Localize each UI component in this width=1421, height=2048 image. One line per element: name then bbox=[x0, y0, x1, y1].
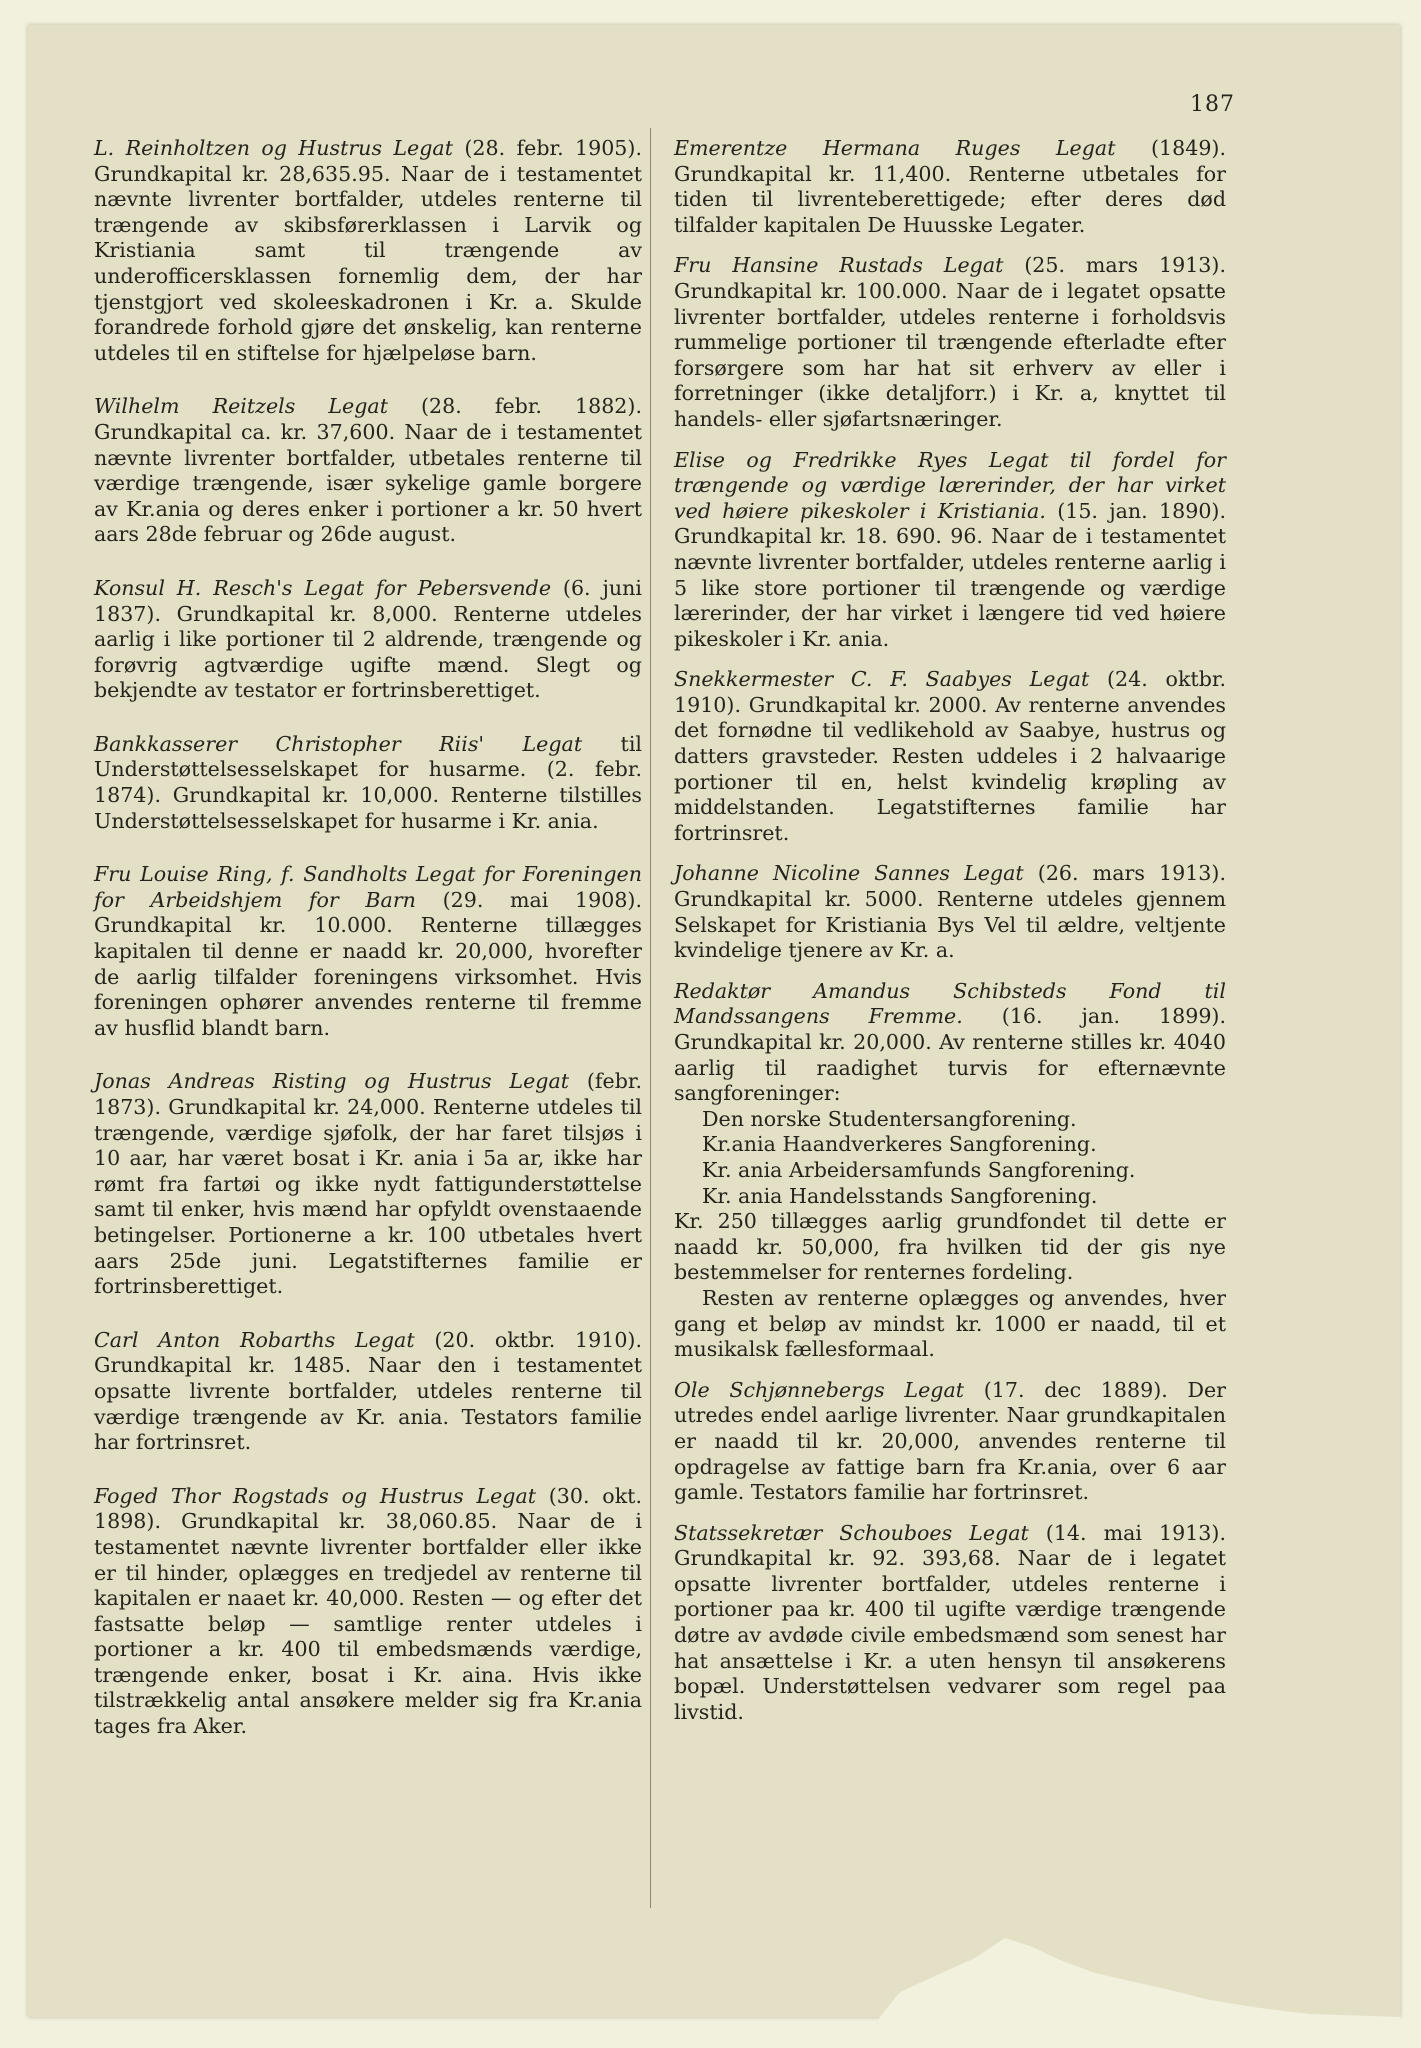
entry-text: Resten av renterne oplægges og anvendes, hver gang et beløp av mindst kr. 1000 er naadd, til et musikalsk fællesformaal. bbox=[674, 1285, 1226, 1362]
entry-text: (25. mars 1913). Grundkapital kr. 100.000. Naar de i legatet opsatte livrenter bortfalder, utdeles renterne i forholdsvis rummelige portioner til trængende efterladte efter forsørgere som har hat sit erhverv av eller i forretninger (ikke detaljforr.) i Kr. a, knyttet til handels- eller sjøfartsnæringer. bbox=[674, 253, 1226, 431]
entry-heading: Carl Anton Robarths Legat bbox=[94, 1327, 415, 1352]
left-column bbox=[94, 136, 642, 1768]
choir-list-item: Kr. ania Arbeidersamfunds Sangforening. bbox=[702, 1157, 1136, 1182]
entry-text: (febr. 1873). Grundkapital kr. 24,000. Renterne utdeles til trængende, værdige sjøfolk, der har faret tilsjøs i 10 aar, har været bosat i Kr. ania i 5a ar, ikke har rømt fra fartøi og ikke nydt fattigunderstøttelse samt til enker, hvis mænd har opfyldt ovenstaaende betingelser. Portionerne a kr. 100 utbetales hvert aars 25de juni. Legatstifternes familie er fortrinsberettiget. bbox=[94, 1069, 643, 1299]
entry-heading: Ole Schjønnebergs Legat bbox=[674, 1377, 965, 1402]
legat-entry bbox=[674, 253, 1226, 432]
entry-text: (20. oktbr. 1910). Grundkapital kr. 1485. Naar den i testamentet opsatte livrente bortfalder, utdeles renterne til værdige trængende av Kr. ania. Testators familie har fortrinsret. bbox=[94, 1327, 642, 1455]
entry-heading: Fru Louise Ring, f. Sandholts Legat for Foreningen for Arbeidshjem for Barn bbox=[94, 862, 642, 912]
legat-entry bbox=[94, 576, 642, 704]
entry-heading: L. Reinholtzen og Hustrus Legat bbox=[94, 136, 453, 160]
entry-heading: Foged Thor Rogstads og Hustrus Legat bbox=[94, 1483, 536, 1508]
entry-text: (14. mai 1913). Grundkapital kr. 92. 393,68. Naar de i legatet opsatte livrenter bortfalder, utdeles renterne i portioner paa kr. 400 til ugifte værdige trængende døtre av avdøde civile embedsmænd som senest har hat ansættelse i Kr. a uten hensyn til ansøkerens bopæl. Understøttelsen vedvarer som regel paa livstid. bbox=[674, 1520, 1226, 1724]
right-column bbox=[674, 136, 1226, 1740]
choir-list bbox=[674, 1107, 1226, 1209]
legat-entry bbox=[94, 394, 642, 548]
entry-text: (1849). Grundkapital kr. 11,400. Renterne utbetales for tiden til livrenteberettigede; efter deres død tilfalder kapitalen De Huusske Legater. bbox=[674, 136, 1227, 237]
entry-text: (16. jan. 1899). Grundkapital kr. 20,000. Av renterne stilles kr. 4040 aarlig til raadighet turvis for efternævnte sangforeninger: bbox=[674, 1004, 1226, 1106]
choir-list-item: Kr. ania Handelsstands Sangforening. bbox=[702, 1183, 1098, 1208]
legat-entry bbox=[674, 979, 1226, 1363]
entry-heading: Snekkermester C. F. Saabyes Legat bbox=[674, 667, 1090, 692]
legat-entry bbox=[94, 1484, 642, 1740]
entry-text: (28. febr. 1882). Grundkapital ca. kr. 37,600. Naar de i testamentet nævnte livrenter bortfalder, utbetales renterne til værdige trængende, især sykelige gamle borgere av Kr.ania og deres enker i portioner a kr. 50 hvert aars 28de februar og 26de august. bbox=[94, 394, 642, 547]
entry-text: (26. mars 1913). Grundkapital kr. 5000. Renterne utdeles gjennem Selskapet for Kristiania Bys Vel til ældre, veltjente kvindelige tjenere av Kr. a. bbox=[674, 861, 1226, 963]
entry-heading: Wilhelm Reitzels Legat bbox=[94, 394, 388, 419]
entry-text: (17. dec 1889). Der utredes endel aarlige livrenter. Naar grundkapitalen er naadd til kr. 20,000, anvendes renterne til opdragelse av fattige barn fra Kr.ania, over 6 aar gamle. Testators familie har fortrinsret. bbox=[674, 1377, 1227, 1505]
legat-entry bbox=[674, 136, 1226, 238]
legat-entry bbox=[674, 1521, 1226, 1726]
entry-text: (30. okt. 1898). Grundkapital kr. 38,060.85. Naar de i testamentet nævnte livrenter bortfalder eller ikke er til hinder, oplægges en tredjedel av renterne til kapitalen er naaet kr. 40,000. Resten — og efter det fastsatte beløp — samtlige renter utdeles i portioner a kr. 400 til embedsmænds værdige, trængende enker, bosat i Kr. aina. Hvis ikke tilstrækkelig antal ansøkere melder sig fra Kr.ania tages fra Aker. bbox=[94, 1483, 643, 1739]
choir-list-item: Kr.ania Haandverkeres Sangforening. bbox=[702, 1132, 1097, 1157]
entry-text: (28. febr. 1905). Grundkapital kr. 28,635.95. Naar de i testamentet nævnte livrenter bortfalder, utdeles renterne til trængende av skibsførerklassen i Larvik og Kristiania samt til trængende av underofficersklassen fornemlig dem, der har tjenstgjort ved skoleeskadronen i Kr. a. Skulde forandrede forhold gjøre det ønskelig, kan renterne utdeles til en stiftelse for hjælpeløse barn. bbox=[94, 136, 642, 365]
entry-text: (15. jan. 1890). Grundkapital kr. 18. 690. 96. Naar de i testamentet nævnte livrenter bortfalder, utdeles renterne aarlig i 5 like store portioner til trængende og værdige lærerinder, der har virket i længere tid ved høiere pikeskoler i Kr. ania. bbox=[674, 498, 1227, 651]
entry-text: til Understøttelsesselskapet for husarme. (2. febr. 1874). Grundkapital kr. 10,000. Renterne tilstilles Understøttelsesselskapet for husarme i Kr. ania. bbox=[94, 731, 642, 833]
legat-entry bbox=[94, 1328, 642, 1456]
entry-heading: Redaktør Amandus Schibsteds Fond til Mandssangens Fremme. bbox=[674, 978, 1226, 1029]
entry-heading: Johanne Nicoline Sannes Legat bbox=[674, 861, 1024, 886]
entry-text: (29. mai 1908). Grundkapital kr. 10.000. Renterne tillægges kapitalen til denne er naadd kr. 20,000, hvorefter de aarlig tilfalder foreningens virksomhet. Hvis foreningen ophører anvendes renterne til fremme av husflid blandt barn. bbox=[94, 887, 643, 1040]
legat-entry bbox=[674, 861, 1226, 963]
legat-entry bbox=[94, 862, 642, 1041]
column-divider bbox=[650, 128, 651, 1908]
legat-entry bbox=[94, 732, 642, 834]
entry-text: (24. oktbr. 1910). Grundkapital kr. 2000. Av renterne anvendes det fornødne til vedlikehold av Saabye, hustrus og datters gravsteder. Resten uddeles i 2 halvaarige portioner til en, helst kvindelig krøpling av middelstanden. Legatstifternes familie har fortrinsret. bbox=[674, 667, 1227, 845]
entry-text: Kr. 250 tillægges aarlig grundfondet til dette er naadd kr. 50,000, fra hvilken tid der gis nye bestemmelser for renternes fordeling. bbox=[674, 1209, 1226, 1285]
entry-text: (6. juni 1837). Grundkapital kr. 8,000. Renterne utdeles aarlig i like portioner til 2 aldrende, trængende og forøvrig agtværdige ugifte mænd. Slegt og bekjendte av testator er fortrinsberettiget. bbox=[94, 575, 642, 703]
choir-list-item: Den norske Studentersangforening. bbox=[702, 1106, 1077, 1131]
page-number: 187 bbox=[1190, 92, 1235, 117]
entry-heading: Bankkasserer Christopher Riis' Legat bbox=[94, 731, 583, 756]
entry-heading: Fru Hansine Rustads Legat bbox=[674, 253, 1004, 278]
legat-entry bbox=[94, 1069, 642, 1299]
legat-entry bbox=[674, 448, 1226, 653]
legat-entry bbox=[674, 667, 1226, 846]
legat-entry bbox=[94, 136, 642, 366]
entry-heading: Statssekretær Schouboes Legat bbox=[674, 1520, 1029, 1545]
entry-heading: Konsul H. Resch's Legat for Pebersvende bbox=[94, 575, 552, 600]
entry-heading: Elise og Fredrikke Ryes Legat til fordel for trængende og værdige lærerinder, der har virket ved høiere pikeskoler i Kristiania. bbox=[674, 447, 1226, 523]
entry-heading: Jonas Andreas Risting og Hustrus Legat bbox=[94, 1069, 570, 1094]
legat-entry bbox=[674, 1378, 1226, 1506]
entry-heading: Emerentze Hermana Ruges Legat bbox=[674, 136, 1116, 160]
